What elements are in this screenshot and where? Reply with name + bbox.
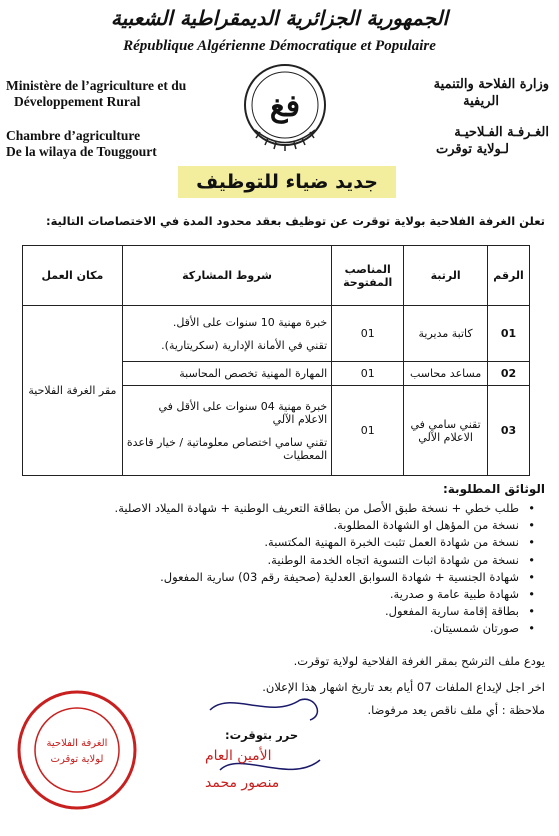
bullet-icon: •	[528, 587, 535, 602]
chamber-ar	[369, 124, 549, 158]
ministry-ar	[369, 76, 549, 110]
bullet-icon: •	[528, 569, 535, 584]
republic-title-ar: الجمهورية الجزائرية الديمقراطية الشعبية	[110, 6, 449, 30]
svg-text:الغرفة الفلاحية: الغرفة الفلاحية	[46, 738, 108, 749]
bullet-icon: •	[528, 621, 535, 636]
chamber-fr-line-1: Chambre d’agriculture	[6, 128, 141, 143]
documents-list	[39, 500, 537, 638]
documents-title: الوثائق المطلوبة:	[442, 482, 545, 496]
chamber-logo	[240, 60, 330, 160]
banner-title: جديد ضياء للتوظيف	[178, 166, 396, 198]
row-positions: 01	[332, 306, 404, 362]
sign-title: الأمين العام	[205, 748, 272, 764]
header-workplace: مكان العمل	[23, 246, 123, 306]
header-positions: المناصب المفتوحة	[332, 246, 404, 306]
condition-line: تقني في الأمانة الإدارية (سكريتارية).	[161, 338, 328, 352]
row-positions: 01	[332, 362, 404, 386]
header-rank: الرتبة	[404, 246, 488, 306]
condition-line: خبرة مهنية 04 سنوات على الأقل في الاعلام الآلي	[158, 399, 328, 426]
row-num: 03	[488, 386, 530, 476]
intro-text: تعلن الغرفة الفلاحية بولاية توقرت عن توظيف بعقد محدود المدة في الاختصاصات التالية:	[45, 214, 545, 228]
official-stamp	[12, 680, 142, 820]
row-rank: مساعد محاسب	[404, 362, 488, 386]
row-num: 01	[488, 306, 530, 362]
list-item: • شهادة طبية عامة و صدرية.	[39, 586, 519, 603]
list-item: • شهادة الجنسية + شهادة السوابق العدلية (صحيفة رقم 03) سارية المفعول.	[39, 569, 519, 586]
list-item: • نسخة من المؤهل او الشهادة المطلوبة.	[39, 517, 519, 534]
ministry-fr	[6, 78, 186, 110]
list-item: • صورتان شمسيتان.	[39, 620, 519, 637]
row-conditions	[122, 306, 331, 362]
list-item: • بطاقة إقامة سارية المفعول.	[39, 603, 519, 620]
republic-title-fr: République Algérienne Démocratique et Populaire	[123, 38, 436, 54]
bullet-icon: •	[528, 501, 535, 515]
header-conditions: شروط المشاركة	[122, 246, 331, 306]
condition-line: خبرة مهنية 10 سنوات على الأقل.	[172, 315, 328, 329]
bullet-icon: •	[528, 535, 535, 550]
written-at: حرر بتوقرت:	[225, 728, 299, 742]
deadline-text: اخر اجل لإيداع الملفات 07 أيام بعد تاريخ اشهار هذا الإعلان.	[262, 680, 545, 694]
row-rank: كاتبة مديرية	[404, 306, 488, 362]
note-text: ملاحظة : أي ملف ناقص يعد مرفوضا.	[367, 703, 545, 717]
condition-line: المهارة المهنية تخصص المحاسبة	[179, 367, 328, 380]
svg-text:لولاية توقرت: لولاية توقرت	[50, 754, 104, 765]
chamber-ar-line-1: الغـرفـة الفـلاحيـة	[454, 125, 549, 140]
chamber-fr	[6, 128, 157, 160]
bullet-icon: •	[528, 552, 535, 567]
bullet-icon: •	[528, 518, 535, 533]
svg-text:فغ: فغ	[269, 89, 301, 124]
bullet-icon: •	[528, 604, 535, 619]
list-item: • طلب خطي + نسخة طبق الأصل من بطاقة التعريف الوطنية + شهادة الميلاد الاصلية.	[39, 500, 519, 517]
deposit-text: يودع ملف الترشح بمقر الغرفة الفلاحية لولاية توقرت.	[293, 654, 545, 668]
chamber-ar-line-2: لـولاية توقرت	[436, 142, 509, 157]
list-item: • نسخة من شهادة العمل تثبت الخبرة المهنية المكتسبة.	[39, 534, 519, 551]
workplace-cell: مقر الغرفة الفلاحية	[23, 306, 123, 476]
header-num: الرقم	[488, 246, 530, 306]
table-row	[23, 306, 530, 362]
condition-line: تقني سامي اختصاص معلوماتية / خيار قاعدة المعطيات	[126, 435, 328, 462]
ministry-fr-line-2: Développement Rural	[14, 94, 141, 109]
positions-table	[22, 245, 530, 476]
sign-name: منصور محمد	[205, 775, 280, 791]
row-conditions	[122, 362, 331, 386]
ministry-ar-line-1: وزارة الفلاحة والتنمية	[433, 77, 549, 92]
row-conditions	[122, 386, 331, 476]
list-item: • نسخة من شهادة اثبات التسوية اتجاه الخدمة الوطنية.	[39, 552, 519, 569]
row-num: 02	[488, 362, 530, 386]
row-positions: 01	[332, 386, 404, 476]
ministry-ar-line-2: الريفية	[463, 94, 499, 109]
row-rank: تقني سامي في الاعلام الآلي	[404, 386, 488, 476]
chamber-fr-line-2: De la wilaya de Touggourt	[6, 144, 157, 159]
ministry-fr-line-1: Ministère de l’agriculture et du	[6, 78, 187, 93]
